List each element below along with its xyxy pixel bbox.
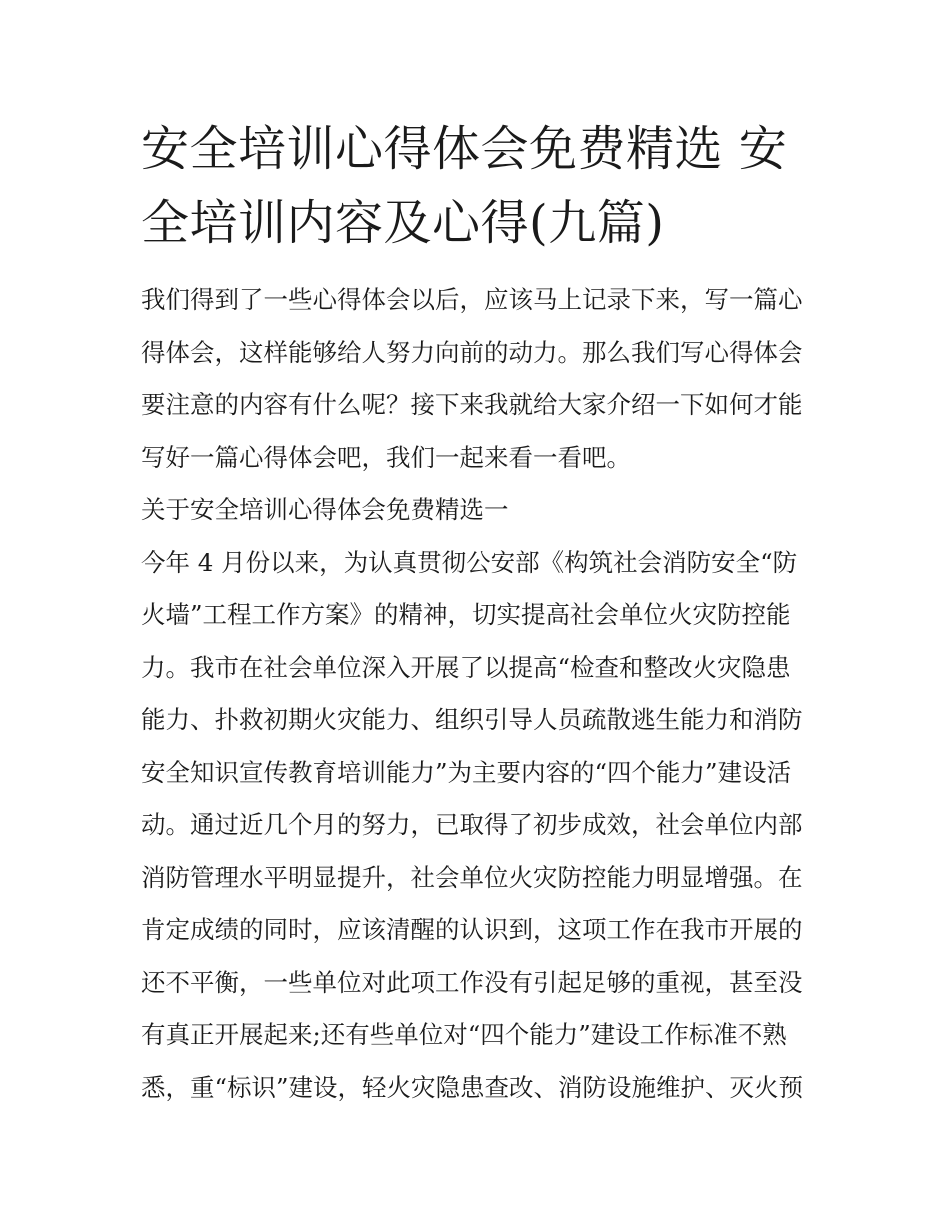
text-line: 我们得到了一些心得体会以后，应该马上记录下来，写一篇心	[141, 285, 803, 314]
text-line: 悉，重“标识”建设，轻火灾隐患查改、消防设施维护、灭火预	[141, 1072, 804, 1102]
text-line: 关于安全培训心得体会免费精选一	[141, 495, 509, 524]
text-line: 今年 4 月份以来，为认真贯彻公安部《构筑社会消防安全“防	[141, 547, 798, 577]
section-heading	[141, 484, 813, 537]
text-line: 写好一篇心得体会吧，我们一起来看一看吧。	[141, 442, 631, 472]
title-line: 全培训内容及心得(九篇)	[141, 195, 665, 251]
document-page	[141, 112, 813, 1114]
text-line: 安全知识宣传教育培训能力”为主要内容的“四个能力”建设活	[141, 757, 792, 787]
title-line: 安全培训心得体会免费精选 安	[141, 121, 788, 177]
text-line: 能力、扑救初期火灾能力、组织引导人员疏散逃生能力和消防	[141, 705, 803, 734]
text-line: 力。我市在社会单位深入开展了以提高“检查和整改火灾隐患	[141, 652, 791, 682]
body-paragraph	[141, 537, 813, 1115]
text-line: 还不平衡，一些单位对此项工作没有引起足够的重视，甚至没	[141, 967, 803, 997]
intro-paragraph	[141, 274, 813, 484]
text-line: 得体会，这样能够给人努力向前的动力。那么我们写心得体会	[141, 337, 803, 367]
text-line: 消防管理水平明显提升，社会单位火灾防控能力明显增强。在	[141, 862, 803, 892]
text-line: 要注意的内容有什么呢？接下来我就给大家介绍一下如何才能	[141, 390, 803, 419]
text-line: 肯定成绩的同时，应该清醒的认识到，这项工作在我市开展的	[141, 915, 803, 944]
document-title	[141, 112, 813, 260]
text-line: 有真正开展起来;还有些单位对“四个能力”建设工作标准不熟	[141, 1020, 787, 1049]
text-line: 火墙”工程工作方案》的精神，切实提高社会单位火灾防控能	[141, 600, 791, 629]
text-line: 动。通过近几个月的努力，已取得了初步成效，社会单位内部	[141, 810, 803, 839]
